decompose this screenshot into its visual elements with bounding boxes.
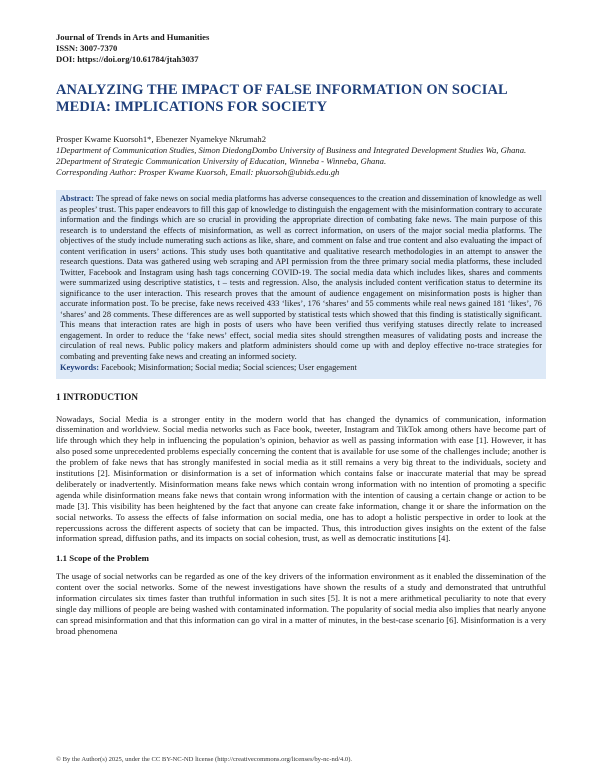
journal-header — [56, 32, 546, 65]
journal-issn: ISSN: 3007-7370 — [56, 43, 118, 53]
abstract-box — [56, 190, 546, 379]
paper-title: ANALYZING THE IMPACT OF FALSE INFORMATION ON SOCIAL MEDIA: IMPLICATIONS FOR SOCIETY — [56, 82, 507, 115]
abstract — [60, 194, 542, 362]
journal-name: Journal of Trends in Arts and Humanities — [56, 32, 210, 42]
keywords-label: Keywords: — [60, 363, 100, 372]
abstract-text: The spread of fake news on social media platforms has adverse consequences to the creation and dissemination of knowledge as well as peoples’ trust. This paper endeavors to fill this gap of knowledge to distinguish the engagement with the misinformation contrary to accurate information and the findings which are so crucial in providing the appropriate direction of combating fake news. The main purpose of this research is to understand the effects of misinformation, as well as correct information, on users of the major social media platforms. The objectives of the study include numerating such actions as like, share, and comment on false and true content and also evaluating the impact of content verification in users’ actions. This study uses both quantitative and qualitative research methodologies in an attempt to answer the research questions. Data was gathered using web scraping and API permission from the three primary social media platforms, these included Twitter, Facebook and Instagram using hash tags concerning COVID-19. The social media data which includes likes, shares and comments were summarized using descriptive statistics, t – tests and regression. Also, the analysis included content verification status to determine its significance to the user interaction. This research proves that the amount of audience engagement on misinformation posts is higher than accurate information post. To be precise, fake news received 433 ‘likes’, 176 ‘shares’ and 55 comments while real news gained 181 ‘likes’, 76 ‘shares’ and 28 comments. These differences are as well supported by statistical tests which showed that this finding is statistically significant. This means that interaction rates are high in posts of users who have been verified thus verifying statuses directly relate to increased engagement. In order to reduce the ‘fake news’ effect, social media sites should strengthen measures of validating posts and increase the circulation of real news. Public policy makers and platform administers should come up with and deploy effective no-trace strategies for combating and preventing fake news and creating an informed society. — [60, 194, 542, 361]
affiliation-1: 1Department of Communication Studies, Simon DiedongDombo University of Business and Integrated Development Studies Wa, Ghana. — [56, 145, 527, 155]
abstract-label: Abstract: — [60, 194, 94, 203]
section-heading-introduction: 1 INTRODUCTION — [56, 392, 139, 403]
affiliation-2: 2Department of Strategic Communication University of Education, Winneba - Winneba, Ghana. — [56, 156, 387, 166]
keywords — [60, 363, 542, 374]
introduction-paragraph: Nowadays, Social Media is a stronger entity in the modern world that has changed the dynamics of communication, information dissemination and worldview. Social media networks such as Face book, tweeter, Instagram and TikTok among others have become part of life through which they help in influencing the population’s opinion, behavior as well as passing information with ease [1]. However, it has also posed some unprecedented problems especially concerning the content that is available for use some of the challenges include; another is the problem of fake news that has strongly manifested in social media as it still remains a very big threat to the individuals, society and institutions [2]. Misinformation or disinformation is a set of information which contains false or inaccurate material that may be spread deliberately or inadvertently. Misinformation means fake news which contain wrong information with no intention of promoting a specific agenda while disinformation means fake news that contain wrong information with the intention of causing a certain change or action to be made [3]. This visibility has been heightened by the fact that anyone can create fake information, change it or share the information on the social networks. To assess the effects of false information on social media, one has to adopt a holistic perspective in order to look at the repercussions across the different aspects of society that can be impacted. Thus, this introduction gives insights on the extent of the false information spread, diffusion paths, and its impacts on social cohesion, trust, as well as democratic institutions [4]. — [56, 413, 546, 544]
subsection-heading-scope: 1.1 Scope of the Problem — [56, 553, 149, 564]
corresponding-author: Corresponding Author: Prosper Kwame Kuorsoh, Email: pkuorsoh@ubids.edu.gh — [56, 167, 340, 177]
scope-paragraph: The usage of social networks can be regarded as one of the key drivers of the information environment as it enabled the dissemination of the content over the social networks. Some of the newest investigations have shown the results of a study and demonstrated that untruthful information circulates six times faster than truthful information in such sites [5]. It is not a mere arithmetical peculiarity to note that every single day millions of people are being washed with contaminated information. The popularity of social media also implies that nearly anyone can spread misinformation and that this information can go viral in a matter of minutes, in the best-case scenario [6]. Misinformation is a very broad phenomena — [56, 571, 546, 636]
journal-doi[interactable]: DOI: https://doi.org/10.61784/jtah3037 — [56, 54, 199, 64]
keywords-text: Facebook; Misinformation; Social media; Social sciences; User engagement — [101, 363, 357, 372]
author-list: Prosper Kwame Kuorsoh1*, Ebenezer Nyamekye Nkrumah2 — [56, 134, 267, 144]
license-footer: © By the Author(s) 2025, under the CC BY-NC-ND license (http://creativecommons.org/licenses/by-nc-nd/4.0). — [56, 756, 353, 763]
